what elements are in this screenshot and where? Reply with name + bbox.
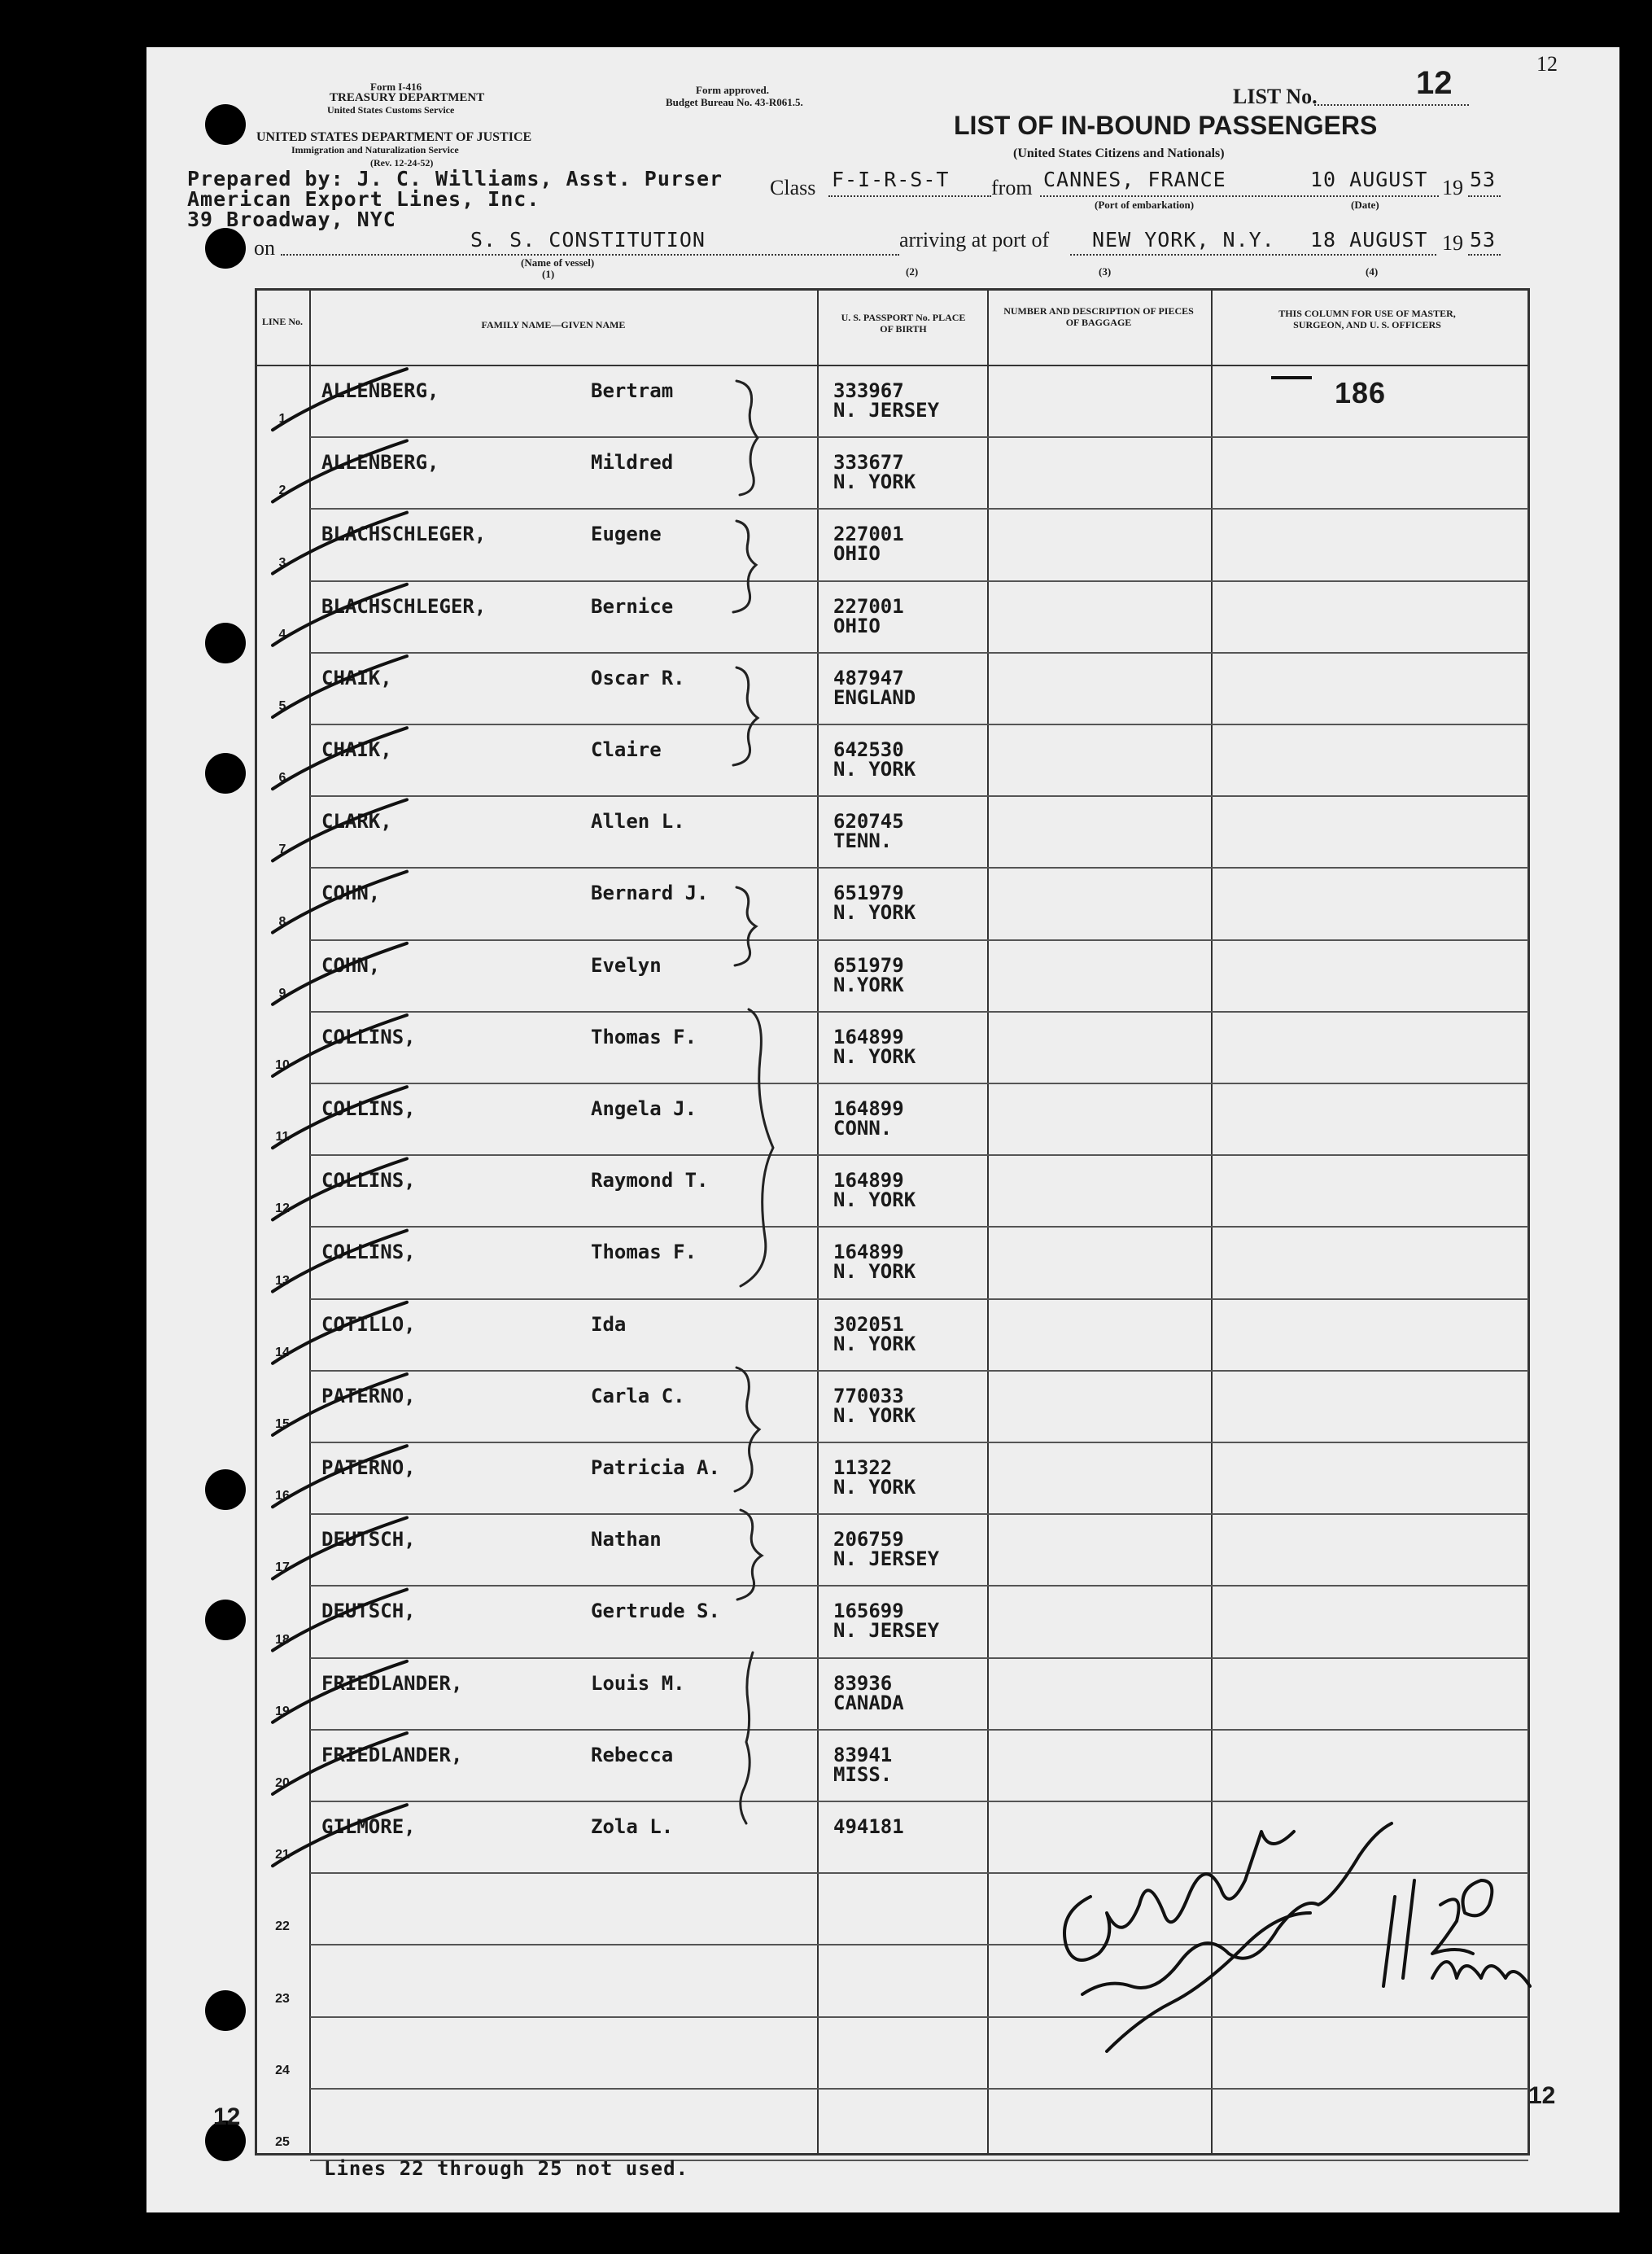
given-name: Bernard J. <box>591 882 709 905</box>
place-of-birth: N. JERSEY <box>833 1619 940 1643</box>
given-name: Nathan <box>591 1528 662 1552</box>
treasury-department: TREASURY DEPARTMENT <box>330 91 485 104</box>
brace-allenberg <box>736 381 758 495</box>
place-of-birth: N. JERSEY <box>833 1547 940 1571</box>
line-number: 1 <box>278 412 286 427</box>
line-number: 18 <box>275 1632 290 1647</box>
place-of-birth: N. YORK <box>833 1188 916 1212</box>
company-name: American Export Lines, Inc. <box>187 187 540 211</box>
check-mark <box>273 1087 407 1148</box>
family-name: COHN, <box>321 882 381 905</box>
line-number: 7 <box>278 843 286 857</box>
passport-number: 11322 <box>833 1456 893 1479</box>
arriving-label: arriving at port of <box>899 228 1050 252</box>
place-of-birth: N. YORK <box>833 1044 916 1068</box>
brace-collins <box>741 1009 773 1286</box>
corner-mark: 12 <box>1536 52 1558 76</box>
passport-number: 770033 <box>833 1384 904 1407</box>
check-mark <box>273 1805 407 1866</box>
place-of-birth: N. YORK <box>833 758 916 781</box>
col-header-passport: U. S. PASSPORT No. PLACE OF BIRTH <box>841 312 966 335</box>
given-name: Angela J. <box>591 1097 697 1120</box>
arrival-date: 18 AUGUST <box>1310 228 1428 252</box>
given-name: Bernice <box>591 594 674 618</box>
place-of-birth: TENN. <box>833 829 893 853</box>
family-name: COHN, <box>321 953 381 977</box>
family-name: COTILLO, <box>321 1312 416 1336</box>
place-of-birth: MISS. <box>833 1762 893 1786</box>
check-mark <box>273 1231 407 1292</box>
col-header-name: FAMILY NAME—GIVEN NAME <box>481 319 626 330</box>
passport-number: 164899 <box>833 1097 904 1120</box>
check-mark <box>273 1590 407 1651</box>
family-name: COLLINS, <box>321 1241 416 1264</box>
budget-bureau: Budget Bureau No. 43-R061.5. <box>666 96 803 108</box>
given-name: Evelyn <box>591 953 662 977</box>
family-name: BLACHSCHLEGER, <box>321 594 487 618</box>
ref-1: (1) <box>542 268 555 280</box>
check-mark <box>273 369 407 430</box>
given-name: Allen L. <box>591 810 685 834</box>
place-of-birth: N. YORK <box>833 1332 916 1355</box>
passport-number: 642530 <box>833 738 904 761</box>
date-label: (Date) <box>1351 199 1379 211</box>
check-mark <box>273 799 407 860</box>
ref-3: (3) <box>1099 265 1112 278</box>
family-name: DEUTSCH, <box>321 1600 416 1623</box>
given-name: Thomas F. <box>591 1025 697 1048</box>
line-number: 21 <box>275 1848 290 1862</box>
form-number: Form I-416 <box>370 81 422 93</box>
arrival-port: NEW YORK, N.Y. <box>1092 228 1275 252</box>
place-of-birth: N. YORK <box>833 1403 916 1427</box>
passport-number: 83941 <box>833 1743 893 1766</box>
line-number: 9 <box>278 986 286 1000</box>
line-number: 17 <box>275 1560 290 1575</box>
line-number: 4 <box>278 627 286 641</box>
passport-number: 651979 <box>833 882 904 905</box>
given-name: Louis M. <box>591 1671 685 1695</box>
passport-number: 620745 <box>833 810 904 834</box>
passport-number: 487947 <box>833 666 904 689</box>
line-number: 5 <box>278 699 286 713</box>
line-number: 23 <box>275 1991 290 2006</box>
family-name: FRIEDLANDER, <box>321 1671 463 1695</box>
passport-number: 164899 <box>833 1169 904 1193</box>
place-of-birth: N.YORK <box>833 973 904 996</box>
check-mark <box>273 1158 407 1219</box>
page-number-left: 12 <box>213 2103 241 2130</box>
line-number: 15 <box>275 1417 290 1431</box>
page-title: LIST OF IN-BOUND PASSENGERS <box>954 111 1378 140</box>
passport-number: 227001 <box>833 523 904 546</box>
given-name: Ida <box>591 1312 627 1336</box>
line-number: 8 <box>278 914 286 929</box>
place-of-birth: N. JERSEY <box>833 399 940 422</box>
check-mark <box>273 1374 407 1435</box>
vessel-name: S. S. CONSTITUTION <box>470 228 706 252</box>
check-mark <box>273 1733 407 1794</box>
line-number: 12 <box>275 1201 290 1216</box>
given-name: Carla C. <box>591 1384 685 1407</box>
arrival-year-prefix: 19 <box>1442 231 1463 255</box>
family-name: ALLENBERG, <box>321 451 439 475</box>
passport-number: 651979 <box>833 953 904 977</box>
department-of-justice: UNITED STATES DEPARTMENT OF JUSTICE <box>256 130 532 144</box>
check-mark <box>273 943 407 1004</box>
passport-number: 333967 <box>833 379 904 402</box>
company-address: 39 Broadway, NYC <box>187 208 396 231</box>
line-number: 6 <box>278 771 286 786</box>
line-number: 20 <box>275 1776 290 1790</box>
place-of-birth: N. YORK <box>833 1260 916 1284</box>
family-name: COLLINS, <box>321 1169 416 1193</box>
arrival-year: 53 <box>1470 228 1497 252</box>
line-number: 22 <box>275 1919 290 1934</box>
passport-number: 302051 <box>833 1312 904 1336</box>
place-of-birth: OHIO <box>833 542 881 566</box>
immigration-service: Immigration and Naturalization Service <box>291 144 459 155</box>
place-of-birth: N. YORK <box>833 470 916 494</box>
year-prefix: 19 <box>1442 176 1463 199</box>
given-name: Eugene <box>591 523 662 546</box>
line-number: 19 <box>275 1704 290 1718</box>
check-mark <box>273 728 407 789</box>
line-number: 16 <box>275 1489 290 1503</box>
officer-note: 186 <box>1335 376 1387 409</box>
passport-number: 206759 <box>833 1528 904 1552</box>
page-number-right: 12 <box>1528 2082 1556 2109</box>
footer-note: Lines 22 through 25 not used. <box>324 2157 689 2180</box>
line-number: 3 <box>278 555 286 570</box>
given-name: Patricia A. <box>591 1456 720 1479</box>
brace-paterno <box>735 1368 759 1491</box>
family-name: PATERNO, <box>321 1456 416 1479</box>
brace-deutsch <box>737 1510 762 1600</box>
brace-friedlander <box>741 1652 753 1823</box>
prepared-by: Prepared by: J. C. Williams, Asst. Purser <box>187 167 723 190</box>
class-value: F-I-R-S-T <box>832 168 950 191</box>
line-number: 25 <box>275 2135 290 2149</box>
ref-2: (2) <box>906 265 919 278</box>
col-header-officers: THIS COLUMN FOR USE OF MASTER, SURGEON, AND U. S. OFFICERS <box>1278 308 1456 330</box>
given-name: Rebecca <box>591 1743 674 1766</box>
col-header-line-no: LINE No. <box>261 316 303 327</box>
check-mark <box>273 1302 407 1363</box>
from-label: from <box>991 176 1033 199</box>
passport-number: 494181 <box>833 1815 904 1838</box>
place-of-birth: N. YORK <box>833 901 916 925</box>
given-name: Oscar R. <box>591 666 685 689</box>
place-of-birth: CONN. <box>833 1117 893 1140</box>
vessel-label: (Name of vessel) <box>521 256 595 269</box>
given-name: Thomas F. <box>591 1241 697 1264</box>
check-mark <box>273 1661 407 1722</box>
page-subtitle: (United States Citizens and Nationals) <box>1013 147 1225 160</box>
place-of-birth: OHIO <box>833 614 881 637</box>
given-name: Bertram <box>591 379 674 402</box>
form-approved: Form approved. <box>696 84 770 96</box>
family-name: COLLINS, <box>321 1025 416 1048</box>
check-mark <box>273 1446 407 1507</box>
class-label: Class <box>770 176 816 199</box>
departure-date: 10 AUGUST <box>1310 168 1428 191</box>
line-number: 24 <box>275 2063 290 2077</box>
line-number: 14 <box>275 1345 290 1359</box>
check-mark <box>273 872 407 933</box>
check-mark <box>273 1015 407 1076</box>
check-mark <box>273 1517 407 1578</box>
line-number: 2 <box>278 484 286 498</box>
check-mark <box>273 513 407 574</box>
place-of-birth: CANADA <box>833 1691 904 1714</box>
given-name: Claire <box>591 738 662 761</box>
check-mark <box>273 656 407 717</box>
passport-number: 83936 <box>833 1671 893 1695</box>
col-header-baggage: NUMBER AND DESCRIPTION OF PIECES OF BAGGAGE <box>1003 305 1194 328</box>
family-name: BLACHSCHLEGER, <box>321 523 487 546</box>
family-name: CHAIK, <box>321 738 392 761</box>
passport-number: 333677 <box>833 451 904 475</box>
family-name: CHAIK, <box>321 666 392 689</box>
family-name: FRIEDLANDER, <box>321 1743 463 1766</box>
list-no-value: 12 <box>1416 65 1453 101</box>
line-number: 11 <box>275 1130 290 1145</box>
passport-number: 165699 <box>833 1600 904 1623</box>
place-of-birth: N. YORK <box>833 1476 916 1499</box>
check-mark <box>273 584 407 646</box>
brace-chaik <box>733 667 758 765</box>
given-name: Mildred <box>591 451 674 475</box>
place-of-birth: ENGLAND <box>833 685 916 709</box>
line-number: 13 <box>275 1273 290 1288</box>
list-no-label: LIST No. <box>1233 85 1318 108</box>
check-mark <box>273 440 407 501</box>
brace-blachschleger <box>733 521 756 612</box>
port-embarkation-label: (Port of embarkation) <box>1095 199 1195 211</box>
departure-year: 53 <box>1470 168 1497 191</box>
line-number: 10 <box>275 1058 290 1072</box>
embarkation-port: CANNES, FRANCE <box>1043 168 1226 191</box>
customs-service: United States Customs Service <box>327 104 455 116</box>
passport-number: 227001 <box>833 594 904 618</box>
ref-4: (4) <box>1366 265 1379 278</box>
given-name: Zola L. <box>591 1815 674 1838</box>
family-name: ALLENBERG, <box>321 379 439 402</box>
given-name: Raymond T. <box>591 1169 709 1193</box>
family-name: DEUTSCH, <box>321 1528 416 1552</box>
family-name: GILMORE, <box>321 1815 416 1838</box>
inspector-signature <box>1064 1823 1530 2051</box>
passport-number: 164899 <box>833 1241 904 1264</box>
form-revision: (Rev. 12-24-52) <box>370 157 434 169</box>
given-name: Gertrude S. <box>591 1600 720 1623</box>
on-label: on <box>254 236 275 260</box>
family-name: COLLINS, <box>321 1097 416 1120</box>
brace-cohn <box>735 887 756 965</box>
passport-number: 164899 <box>833 1025 904 1048</box>
family-name: PATERNO, <box>321 1384 416 1407</box>
family-name: CLARK, <box>321 810 392 834</box>
